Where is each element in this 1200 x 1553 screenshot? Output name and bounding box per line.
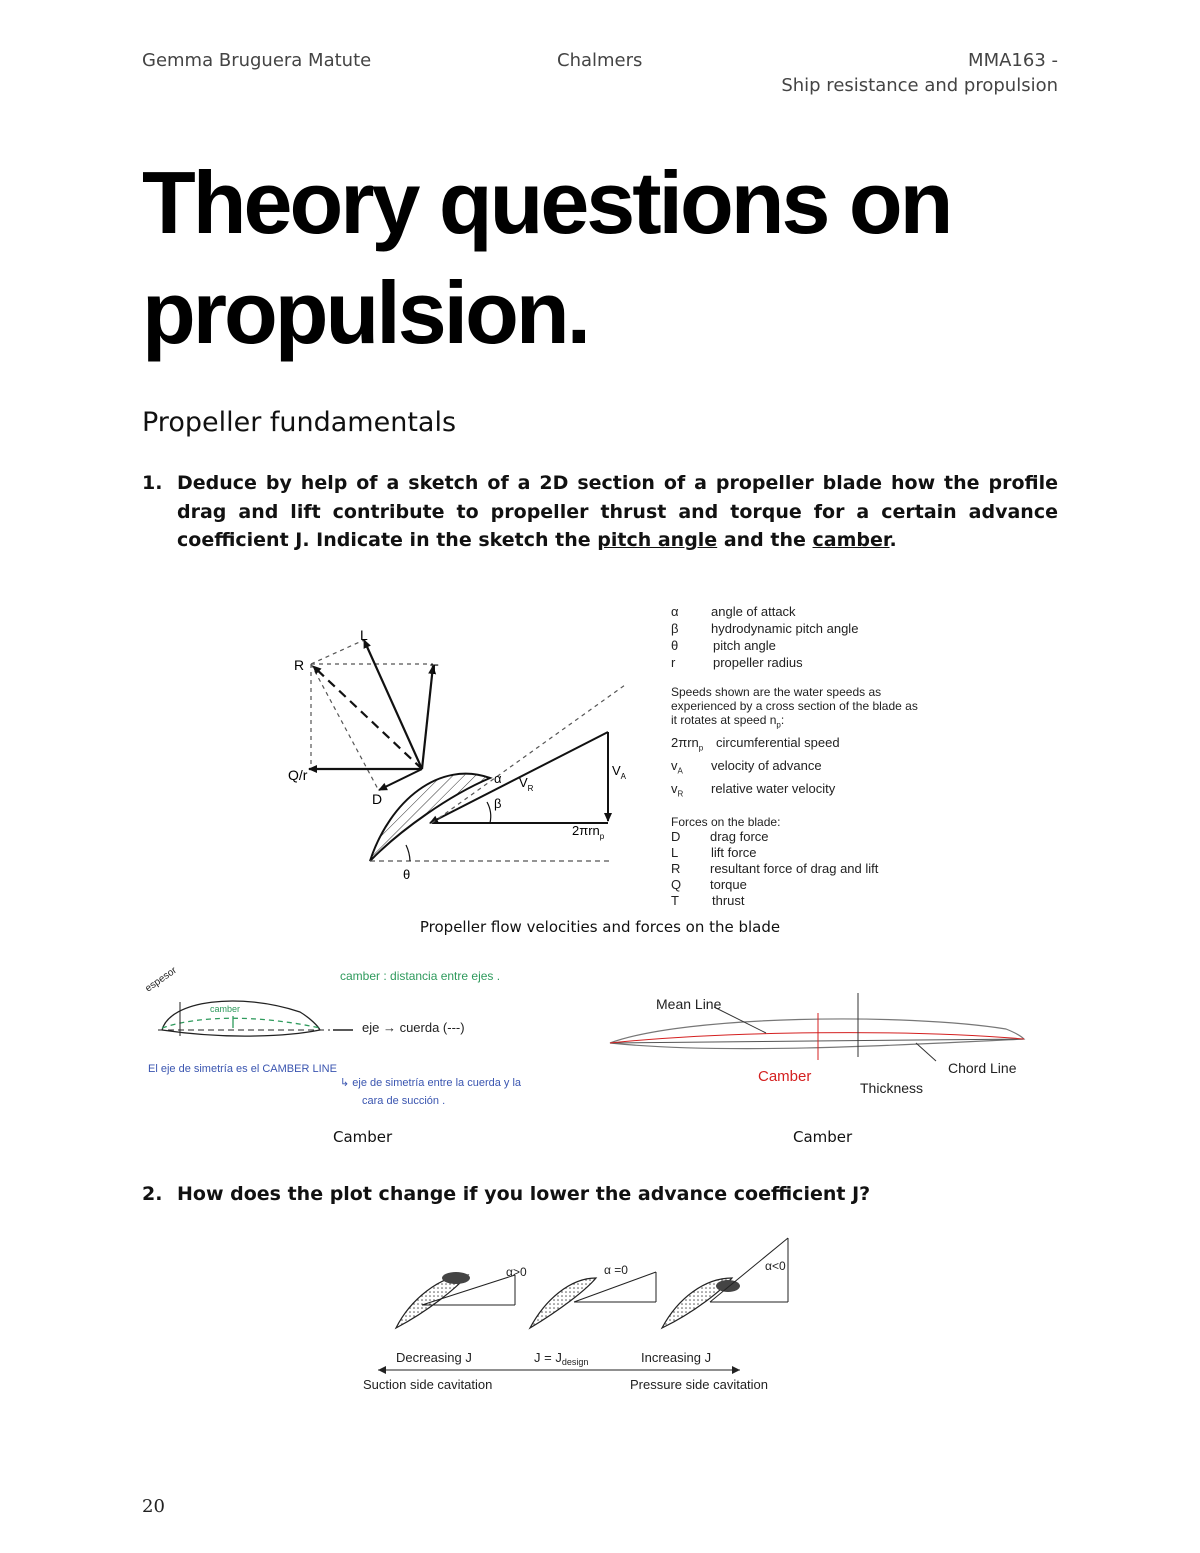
legend-sym: β <box>671 621 679 636</box>
label-circ <box>572 823 605 841</box>
alpha-negative-label: α<0 <box>765 1259 786 1273</box>
drag-arrow <box>379 769 422 790</box>
speeds-intro-sub: p <box>776 720 781 730</box>
chord-line-label: Chord Line <box>948 1060 1017 1076</box>
question-2 <box>142 1180 1058 1210</box>
question-1-text-a: Deduce by help of a sketch of a 2D section of a propeller blade how the profile drag and lift contribute to propeller thrust and torque for a certain advance coefficient J. Indicate in the sketch the <box>177 472 1058 551</box>
eje-label: eje → cuerda (---) <box>362 1020 465 1035</box>
speeds-intro-text: Speeds shown are the water speeds as experienced by a cross section of the blade as it rotates at speed n <box>671 685 918 727</box>
figure1-caption: Propeller flow velocities and forces on the blade <box>419 918 781 936</box>
lift-arrow <box>364 640 422 769</box>
label-T: T <box>430 661 439 677</box>
force-desc: torque <box>710 877 747 893</box>
label-circ-main: 2πrn <box>572 823 600 838</box>
legend-desc: angle of attack <box>711 604 796 619</box>
j-axis-right-arrow <box>732 1366 740 1374</box>
figure1-legend <box>671 603 941 909</box>
pitch-angle-term: pitch angle <box>597 529 718 551</box>
increasing-j-label: Increasing J <box>641 1350 712 1365</box>
symmetry-note-3: cara de succión . <box>362 1095 446 1107</box>
label-D: D <box>372 791 383 807</box>
label-VR <box>519 775 534 793</box>
speed-row <box>671 734 941 757</box>
question-1-text-b: and the <box>717 529 813 551</box>
legend-symbol-row <box>671 620 941 637</box>
speed-sym: v <box>671 780 678 796</box>
label-VR-sub: R <box>527 784 534 793</box>
speed-desc: circumferential speed <box>716 735 840 751</box>
chord-line-pointer <box>916 1043 936 1061</box>
speed-sym: v <box>671 757 678 773</box>
rect-diag-l <box>311 640 364 664</box>
header-author: Gemma Bruguera Matute <box>142 50 372 71</box>
force-sym: T <box>671 893 679 909</box>
force-desc: lift force <box>711 845 757 861</box>
handdrawn-profile <box>162 1001 320 1036</box>
blade-section <box>370 774 490 861</box>
question-1-text-c: . <box>889 529 897 551</box>
thrust-arrow <box>422 666 433 769</box>
speed-sub: R <box>677 789 684 799</box>
legend-symbol-row <box>671 637 941 654</box>
legend-desc: hydrodynamic pitch angle <box>711 621 859 636</box>
espesor-label: espesor <box>143 965 179 995</box>
force-row <box>671 877 941 893</box>
question-2-number: 2. <box>142 1183 163 1205</box>
header-institution: Chalmers <box>557 50 643 71</box>
speed-desc: velocity of advance <box>711 757 822 773</box>
label-beta: β <box>494 796 502 811</box>
label-VA-main: V <box>612 763 621 778</box>
speed-sub: p <box>698 743 704 753</box>
force-row <box>671 893 941 909</box>
legend-sym: α <box>671 604 679 619</box>
handdrawn-camber-line <box>162 1018 320 1028</box>
force-row <box>671 845 941 861</box>
speed-desc: relative water velocity <box>711 780 836 796</box>
thickness-label: Thickness <box>860 1080 924 1096</box>
propeller-force-diagram <box>280 620 640 890</box>
design-j-main: J = J <box>534 1350 562 1365</box>
camber-label: Camber <box>758 1068 812 1085</box>
legend-symbol-row <box>671 603 941 620</box>
legend-desc: pitch angle <box>713 638 776 653</box>
force-row <box>671 829 941 845</box>
design-j-sub: design <box>561 1357 589 1367</box>
mean-line-pointer <box>714 1007 766 1033</box>
camber-sketch-handwritten <box>140 960 600 1110</box>
pressure-cavitation-label: Pressure side cavitation <box>630 1377 769 1392</box>
legend-sym: r <box>671 655 676 670</box>
question-2-text: How does the plot change if you lower the advance coefficient J? <box>177 1183 871 1205</box>
header-course <box>781 50 1058 96</box>
section-heading: Propeller fundamentals <box>142 407 457 438</box>
page-title: Theory questions on propulsion. <box>142 153 951 362</box>
forces-title: Forces on the blade: <box>671 815 781 830</box>
force-sym: R <box>671 861 681 877</box>
camber-note: camber : distancia entre ejes . <box>340 969 501 983</box>
beta-arc <box>487 802 491 823</box>
speed-sym: 2πrn <box>671 735 699 751</box>
force-sym: Q <box>671 877 682 893</box>
pressure-cavity <box>716 1280 740 1292</box>
decreasing-j-label: Decreasing J <box>396 1350 472 1365</box>
page-number: 20 <box>142 1496 165 1517</box>
label-alpha: α <box>494 771 502 786</box>
label-theta: θ <box>403 867 411 882</box>
header-course-name: Ship resistance and propulsion <box>781 75 1058 96</box>
resultant-arrow <box>313 666 422 769</box>
legend-sym: θ <box>671 638 679 653</box>
force-desc: resultant force of drag and lift <box>710 861 879 877</box>
header-course-code: MMA163 - <box>968 50 1058 71</box>
camber-term: camber <box>812 529 890 551</box>
force-sym: D <box>671 829 681 845</box>
legend-symbol-row <box>671 654 941 671</box>
alpha-positive-label: α>0 <box>506 1265 527 1279</box>
symmetry-note-1: El eje de simetría es el CAMBER LINE <box>148 1063 337 1075</box>
label-L: L <box>360 627 368 643</box>
suction-cavitation-label: Suction side cavitation <box>363 1377 493 1392</box>
j-axis-left-arrow <box>378 1366 386 1374</box>
chord-extension <box>432 685 625 823</box>
airfoil-outline <box>610 1019 1024 1049</box>
alpha-zero-label: α =0 <box>604 1263 628 1277</box>
label-circ-sub: p <box>599 832 605 841</box>
legend-desc: propeller radius <box>713 655 803 670</box>
speeds-intro <box>671 685 921 732</box>
speed-row <box>671 780 941 803</box>
figure2-left-caption: Camber <box>333 1128 393 1146</box>
profile-design <box>530 1278 596 1328</box>
figure2-right-caption: Camber <box>793 1128 853 1146</box>
label-VA-sub: A <box>620 772 627 781</box>
label-VA <box>612 763 627 781</box>
speeds-intro-end: : <box>780 713 785 727</box>
mean-line-label: Mean Line <box>656 996 722 1012</box>
force-sym: L <box>671 845 679 861</box>
speed-row <box>671 757 941 780</box>
force-row <box>671 861 941 877</box>
question-1-text <box>177 469 1058 555</box>
label-VR-main: V <box>519 775 528 790</box>
question-1 <box>142 469 1058 559</box>
cavitation-diagram <box>360 1230 800 1400</box>
label-R: R <box>294 657 305 673</box>
speed-sub: A <box>677 766 683 776</box>
airfoil-nomenclature <box>606 985 1036 1105</box>
force-desc: drag force <box>710 829 769 845</box>
question-1-number: 1. <box>142 472 163 494</box>
theta-arc <box>406 845 410 861</box>
rect-diag-d <box>311 664 379 791</box>
force-desc: thrust <box>712 893 745 909</box>
label-Q-r: Q/r <box>288 767 308 783</box>
symmetry-note-2: ↳ eje de simetría entre la cuerda y la <box>340 1077 522 1089</box>
design-j-label <box>534 1350 588 1367</box>
suction-cavity <box>442 1272 470 1284</box>
camber-hand-label: camber <box>210 1004 241 1014</box>
